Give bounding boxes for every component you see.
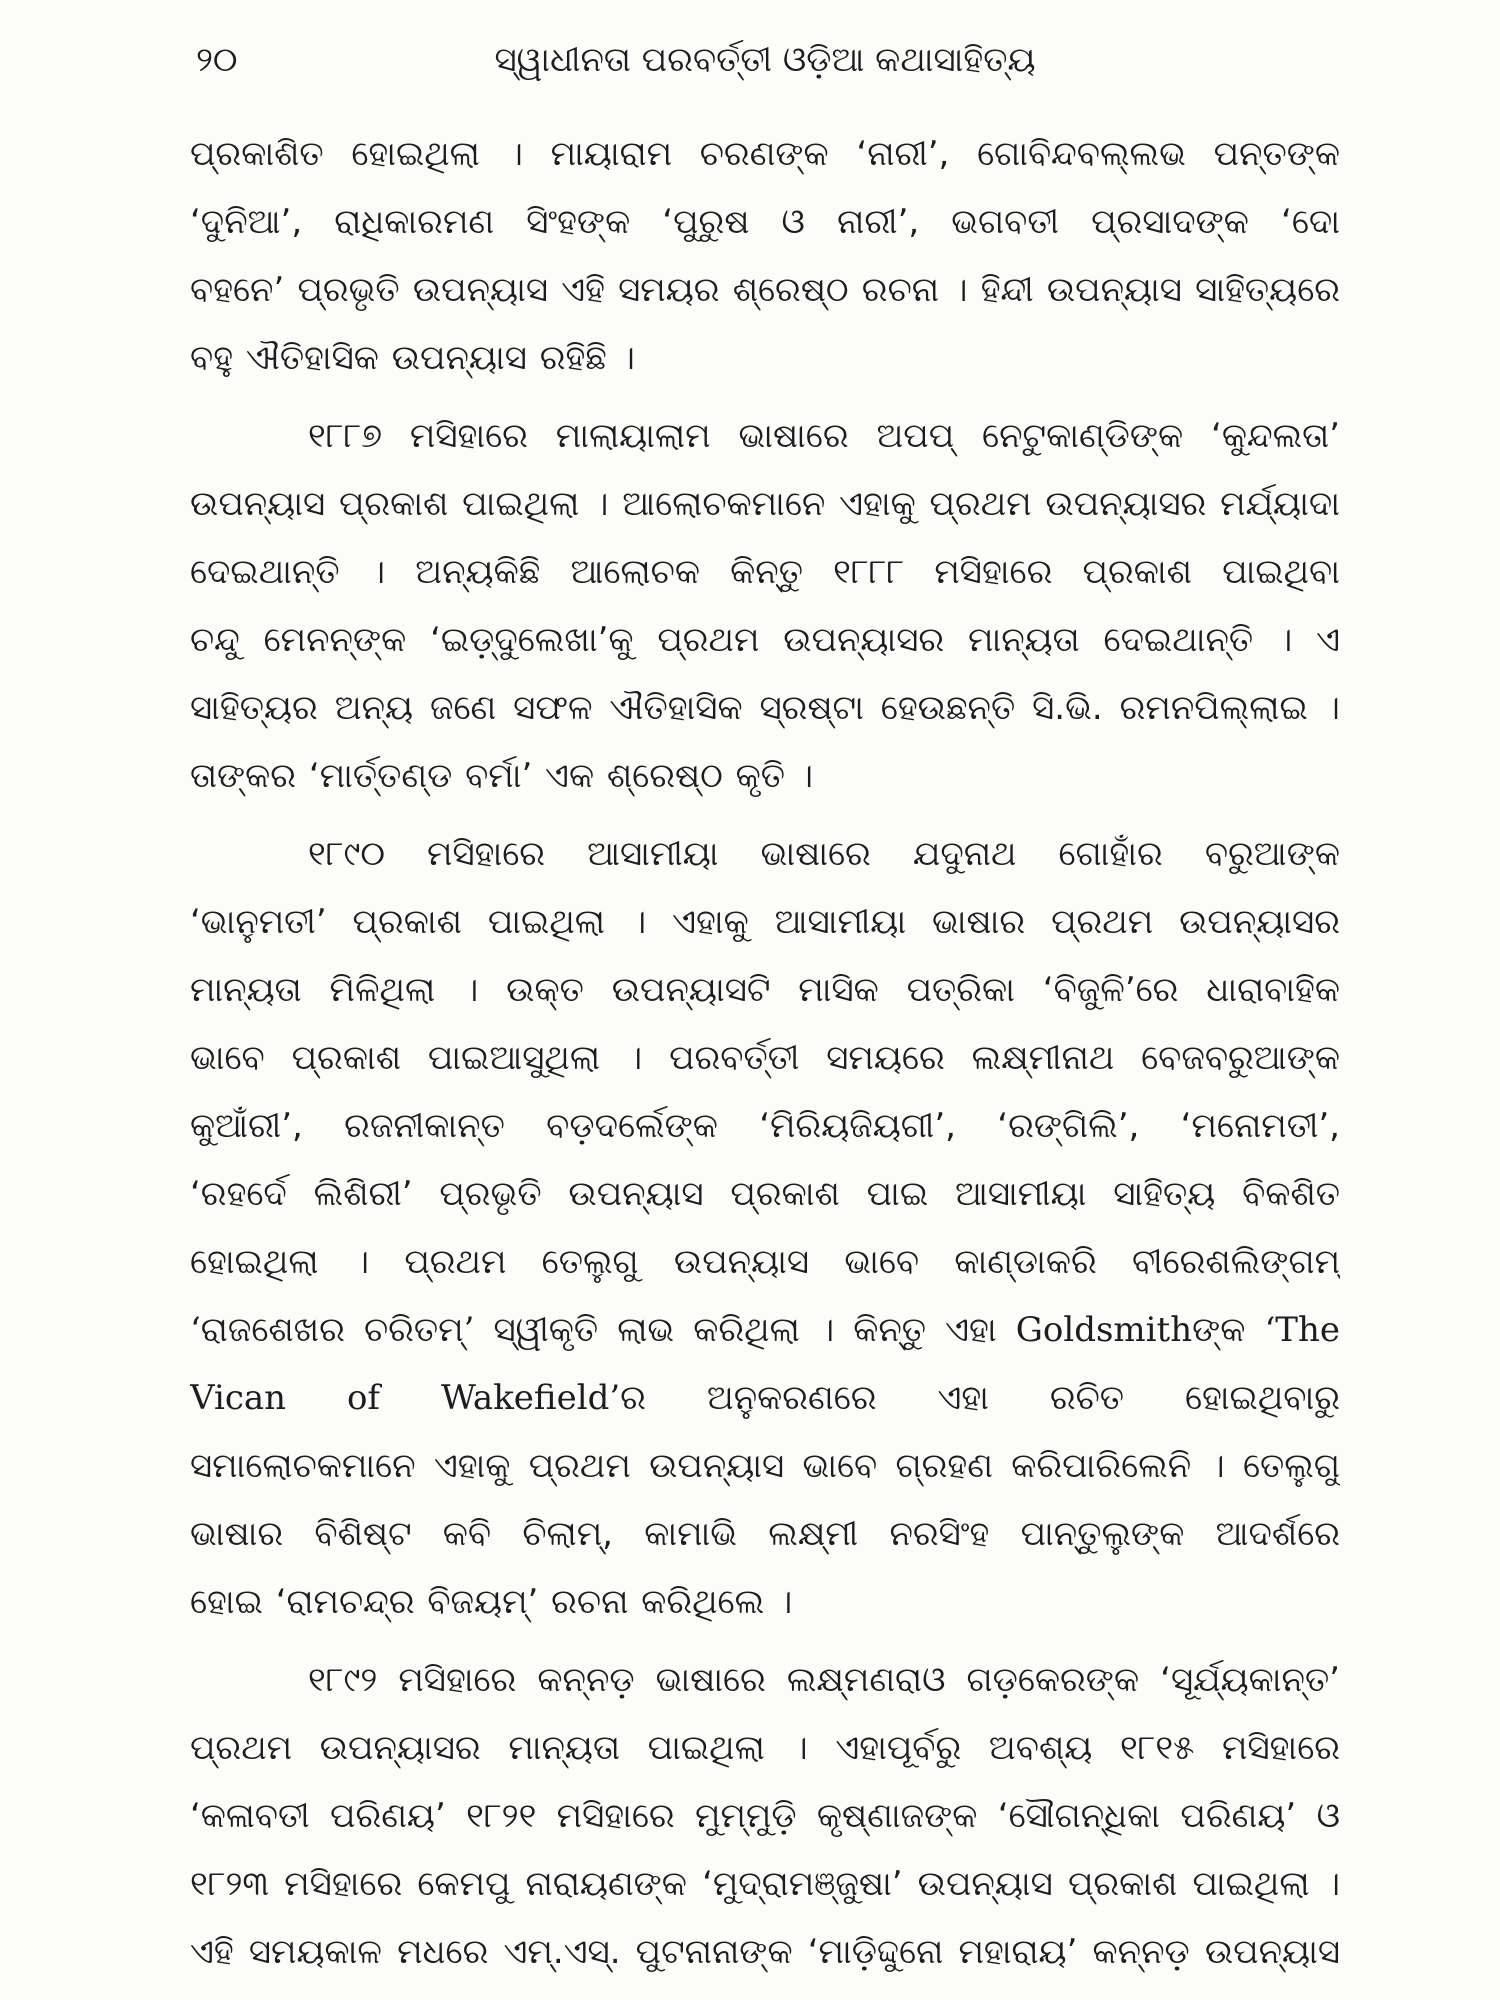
paragraph [190,402,1340,810]
paragraph [190,120,1340,392]
text-line: ପ୍ରକାଶିତ ହୋଇଥିଲା । ମାୟାରାମ ଚରଣଙ୍କ ‘ନାରୀ’, ଗୋବିନ୍ଦବଲ୍ଲଭ ପନ୍ତଙ୍କ [190,134,1340,174]
body-text [190,120,1340,1986]
text-line: ପ୍ରଥମ ଉପନ୍ୟାସର ମାନ୍ୟତା ପାଇଥିଲା । ଏହାପୂର୍ବରୁ ଅବଶ୍ୟ ୧୮୧୫ ମସିହାରେ [190,1728,1340,1768]
text-line: ଦେଇଥାନ୍ତି । ଅନ୍ୟକିଛି ଆଲୋଚକ କିନ୍ତୁ ୧୮୮୮ ମସିହାରେ ପ୍ରକାଶ ପାଇଥିବା [190,552,1340,592]
text-line: ‘ଦୁନିଆ’, ରାଧିକାରମଣ ସିଂହଙ୍କ ‘ପୁରୁଷ ଓ ନାରୀ’, ଭଗବତୀ ପ୍ରସାଦଙ୍କ ‘ଦୋ [190,202,1340,242]
text-line: ସମାଲୋଚକମାନେ ଏହାକୁ ପ୍ରଥମ ଉପନ୍ୟାସ ଭାବେ ଗ୍ରହଣ କରିପାରିଲେନି । ତେଲୁଗୁ [190,1446,1340,1486]
page-number: ୨୦ [196,40,238,80]
text-line: କୁଆଁରୀ’, ରଜନୀକାନ୍ତ ବଡ଼ଦର୍ଲେଙ୍କ ‘ମିରିୟଜିୟଗୀ’, ‘ରଙ୍ଗିଲି’, ‘ମନୋମତୀ’, [190,1106,1340,1146]
paragraph [190,1646,1340,1986]
text-line: ବହୁ ଐତିହାସିକ ଉପନ୍ୟାସ ରହିଛି । [190,338,635,378]
text-line: ୧୮୮୭ ମସିହାରେ ମାଲାୟାଲାମ ଭାଷାରେ ଅପପ୍ ନେଟୁକାଣ୍ଡିଙ୍କ ‘କୁନ୍ଦଲତା’ [308,416,1340,456]
text-line: ୧୮୨୩ ମସିହାରେ କେମପୁ ନାରାୟଣଙ୍କ ‘ମୁଦ୍ରାମଞ୍ଜୁଷା’ ଉପନ୍ୟାସ ପ୍ରକାଶ ପାଇଥିଲା । [190,1864,1340,1904]
text-line: ‘ଭାନୁମତୀ’ ପ୍ରକାଶ ପାଇଥିଲା । ଏହାକୁ ଆସାମୀୟା ଭାଷାର ପ୍ରଥମ ଉପନ୍ୟାସର [190,902,1340,942]
text-line: ମାନ୍ୟତା ମିଳିଥିଲା । ଉକ୍ତ ଉପନ୍ୟାସଟି ମାସିକ ପତ୍ରିକା ‘ବିଜୁଳି’ରେ ଧାରାବାହିକ [190,970,1340,1010]
text-line: ତାଙ୍କର ‘ମାର୍ତ୍ତଣ୍ଡ ବର୍ମା’ ଏକ ଶ୍ରେଷ୍ଠ କୃତି । [190,756,814,796]
text-line: ହୋଇଥିଲା । ପ୍ରଥମ ତେଲୁଗୁ ଉପନ୍ୟାସ ଭାବେ କାଣ୍ଡାକରି ବୀରେଶଲିଙ୍ଗମ୍ [190,1242,1340,1282]
text-line: ‘ରାଜଶେଖର ଚରିତମ୍’ ସ୍ୱୀକୃତି ଲାଭ କରିଥିଲା । କିନ୍ତୁ ଏହା Goldsmithଙ୍କ ‘The [190,1310,1340,1350]
text-line: ‘ରହର୍ଦେ ଲିଶିରୀ’ ପ୍ରଭୃତି ଉପନ୍ୟାସ ପ୍ରକାଶ ପାଇ ଆସାମୀୟା ସାହିତ୍ୟ ବିକଶିତ [190,1174,1340,1214]
text-line: ଉପନ୍ୟାସ ପ୍ରକାଶ ପାଇଥିଲା । ଆଲୋଚକମାନେ ଏହାକୁ ପ୍ରଥମ ଉପନ୍ୟାସର ମର୍ଯ୍ୟାଦା [190,484,1340,524]
text-line: ଭାବେ ପ୍ରକାଶ ପାଇଆସୁଥିଲା । ପରବର୍ତ୍ତୀ ସମୟରେ ଲକ୍ଷ୍ମୀନାଥ ବେଜବରୁଆଙ୍କ [190,1038,1340,1078]
text-line: ବହନେ’ ପ୍ରଭୃତି ଉପନ୍ୟାସ ଏହି ସମୟର ଶ୍ରେଷ୍ଠ ରଚନା । ହିନ୍ଦୀ ଉପନ୍ୟାସ ସାହିତ୍ୟରେ [190,270,1340,310]
text-line: ଏହି ସମୟକାଳ ମଧରେ ଏମ୍.ଏସ୍. ପୁଟନାନାଙ୍କ ‘ମାଡ଼ିଦ୍ଦୁନୋ ମହାରାୟ’ କନ୍ନଡ଼ ଉପନ୍ୟାସ [190,1932,1340,1972]
text-line: ଚନ୍ଦୁ ମେନନ୍‌ଙ୍କ ‘ଇଡ଼୍‌ଦୁଲେଖା’କୁ ପ୍ରଥମ ଉପନ୍ୟାସର ମାନ୍ୟତା ଦେଇଥାନ୍ତି । ଏ [190,620,1340,660]
text-line: ହୋଇ ‘ରାମଚନ୍ଦ୍ର ବିଜୟମ୍’ ରଚନା କରିଥିଲେ । [190,1582,793,1622]
text-line: ୧୮୯୨ ମସିହାରେ କନ୍ନଡ଼ ଭାଷାରେ ଲକ୍ଷ୍ମଣରାଓ ଗଡ଼କେରଙ୍କ ‘ସୂର୍ଯ୍ୟକାନ୍ତ’ [308,1660,1340,1700]
text-line: ‘କଳାବତୀ ପରିଣୟ’ ୧୮୨୧ ମସିହାରେ ମୁମ୍ମୁଡ଼ି କୃଷ୍ଣାଜଙ୍କ ‘ସୌଗନ୍ଧିକା ପରିଣୟ’ ଓ [190,1796,1340,1836]
paragraph [190,820,1340,1636]
text-line: ଭାଷାର ବିଶିଷ୍ଟ କବି ଚିଲାମ୍, କାମାଭି ଲକ୍ଷ୍ମୀ ନରସିଂହ ପାନ୍ତୁଲୁଙ୍କ ଆଦର୍ଶରେ [190,1514,1340,1554]
running-title: ସ୍ୱାଧୀନତା ପରବର୍ତ୍ତୀ ଓଡ଼ିଆ କଥାସାହିତ୍ୟ [494,40,1036,80]
text-line: Vican of Wakefield’ର ଅନୁକରଣରେ ଏହା ରଚିତ ହୋଇଥିବାରୁ [190,1378,1340,1418]
text-line: ୧୮୯୦ ମସିହାରେ ଆସାମୀୟା ଭାଷାରେ ଯଦୁନାଥ ଗୋହାଁର ବରୁଆଙ୍କ [308,834,1340,874]
text-line: ସାହିତ୍ୟର ଅନ୍ୟ ଜଣେ ସଫଳ ଐତିହାସିକ ସ୍ରଷ୍ଟା ହେଉଛନ୍ତି ସି.ଭି. ରମନପିଲ୍ଲାଇ । [190,688,1340,728]
running-header [190,32,1340,88]
